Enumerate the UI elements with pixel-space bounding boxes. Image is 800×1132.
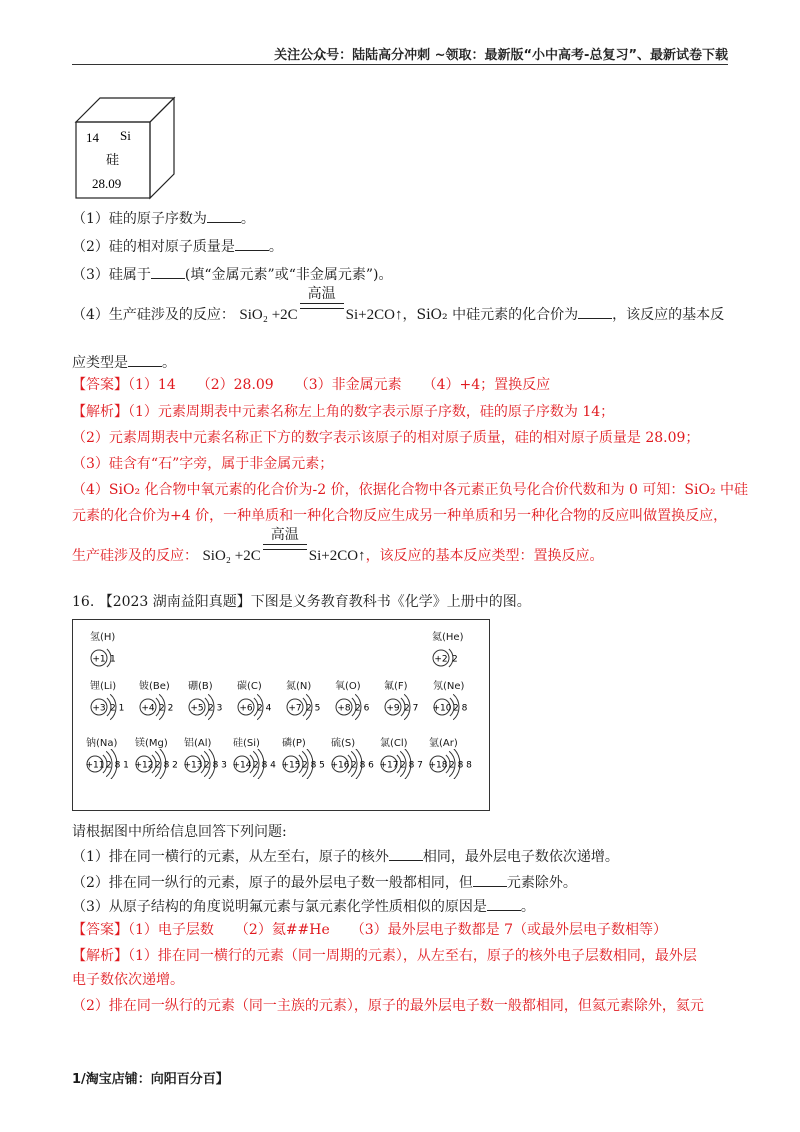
atom-label: 氯(Cl) bbox=[380, 738, 408, 749]
page-header: 关注公众号：陆陆高分冲刺 ~领取：最新版“小中高考-总复习”、最新试卷下载 bbox=[274, 48, 728, 63]
atom-label: 氢(H) bbox=[90, 632, 116, 643]
atom-diagram bbox=[280, 734, 330, 782]
atom-structure bbox=[378, 749, 428, 779]
q16-3: （3）从原子结构的角度说明氟元素与氯元素化学性质相似的原因是 。 bbox=[72, 896, 535, 917]
nucleus-charge: +12 bbox=[134, 760, 154, 771]
atom-label: 硫(S) bbox=[331, 738, 356, 749]
nucleus-charge: +8 bbox=[337, 703, 351, 714]
atom-structure bbox=[84, 749, 134, 779]
atom-structure bbox=[427, 749, 477, 779]
atom-structure bbox=[235, 692, 285, 722]
atom-label: 氖(Ne) bbox=[433, 681, 465, 692]
atom-label: 铝(Al) bbox=[184, 738, 212, 749]
atom-structure bbox=[280, 749, 330, 779]
q15-analysis-2: （2）元素周期表中元素名称正下方的数字表示该原子的相对原子质量，硅的相对原子质量是 28.09； bbox=[72, 430, 700, 446]
atom-diagram bbox=[137, 677, 187, 725]
nucleus-charge: +11 bbox=[85, 760, 105, 771]
atom-diagram bbox=[186, 677, 236, 725]
nucleus-charge: +3 bbox=[92, 703, 106, 714]
atom-diagram bbox=[430, 628, 480, 676]
shell-electrons: 2 8 5 bbox=[302, 760, 325, 771]
header-rule bbox=[72, 64, 728, 65]
q15-4-cont: 应类型是 。 bbox=[72, 352, 176, 373]
element-name: 硅 bbox=[106, 153, 120, 168]
nucleus-charge: +15 bbox=[281, 760, 301, 771]
atom-diagram bbox=[427, 734, 477, 782]
atom-structure bbox=[186, 692, 236, 722]
atom-diagram bbox=[378, 734, 428, 782]
atom-diagram bbox=[284, 677, 334, 725]
nucleus-charge: +14 bbox=[232, 760, 252, 771]
q15-answer: 【答案】（1）14 （2）28.09 （3）非金属元素 （4）+4；置换反应 bbox=[72, 377, 551, 393]
atom-structure bbox=[284, 692, 334, 722]
nucleus-charge: +4 bbox=[141, 703, 155, 714]
q16-title: 16. 【2023 湖南益阳真题】下图是义务教育教科书《化学》上册中的图。 bbox=[72, 594, 531, 610]
nucleus-charge: +5 bbox=[190, 703, 204, 714]
element-mass: 28.09 bbox=[92, 176, 122, 191]
atom-diagram bbox=[84, 734, 134, 782]
shell-electrons: 2 6 bbox=[355, 703, 370, 714]
atom-label: 硅(Si) bbox=[233, 738, 260, 749]
shell-electrons: 1 bbox=[110, 654, 116, 665]
q15-1: （1）硅的原子序数为 。 bbox=[72, 208, 255, 229]
atom-diagram bbox=[431, 677, 481, 725]
page-footer: 1/淘宝店铺：向阳百分百】 bbox=[72, 1072, 229, 1087]
nucleus-charge: +7 bbox=[288, 703, 302, 714]
q15-analysis-4a: （4）SiO₂ 化合物中氧元素的化合价为-2 价，依据化合物中各元素正负号化合价代数和为 0 可知：SiO₂ 中硅 bbox=[72, 482, 749, 498]
q15-analysis-4c: 生产硅涉及的反应： SiO₂ +2C 高温 Si+2CO↑，该反应的基本反应类型：置换反应。 bbox=[72, 528, 604, 564]
q16-2: （2）排在同一纵行的元素，原子的最外层电子数一般都相同，但 元素除外。 bbox=[72, 872, 577, 893]
atom-structure bbox=[231, 749, 281, 779]
shell-electrons: 2 1 bbox=[110, 703, 125, 714]
atom-structure bbox=[329, 749, 379, 779]
equation-1: SiO₂ +2C 高温 Si+2CO↑ bbox=[239, 287, 403, 323]
atom-diagram bbox=[329, 734, 379, 782]
atom-diagram bbox=[182, 734, 232, 782]
nucleus-charge: +18 bbox=[428, 760, 448, 771]
shell-electrons: 2 5 bbox=[306, 703, 321, 714]
q16-analysis-1a: 【解析】（1）排在同一横行的元素（同一周期的元素），从左至右，原子的核外电子层数相同，最外层 bbox=[72, 948, 697, 964]
atom-label: 铍(Be) bbox=[139, 681, 170, 692]
shell-electrons: 2 8 3 bbox=[204, 760, 227, 771]
shell-electrons: 2 7 bbox=[404, 703, 419, 714]
shell-electrons: 2 8 2 bbox=[155, 760, 178, 771]
atom-label: 氮(N) bbox=[286, 681, 312, 692]
q16-prompt: 请根据图中所给信息回答下列问题: bbox=[72, 824, 287, 840]
q15-3: （3）硅属于 (填“金属元素”或“非金属元素”)。 bbox=[72, 264, 392, 285]
atom-label: 钠(Na) bbox=[86, 738, 118, 749]
shell-electrons: 2 4 bbox=[257, 703, 272, 714]
shell-electrons: 2 8 bbox=[453, 703, 468, 714]
atom-label: 镁(Mg) bbox=[135, 738, 168, 749]
nucleus-charge: +16 bbox=[330, 760, 350, 771]
atom-diagram bbox=[382, 677, 432, 725]
atom-label: 锂(Li) bbox=[90, 681, 117, 692]
q15-analysis-3: （3）硅含有“石”字旁，属于非金属元素； bbox=[72, 456, 334, 472]
atom-diagram bbox=[133, 734, 183, 782]
equation-2: SiO₂ +2C 高温 Si+2CO↑ bbox=[202, 528, 366, 564]
nucleus-charge: +1 bbox=[92, 654, 106, 665]
q16-analysis-2: （2）排在同一纵行的元素（同一主族的元素），原子的最外层电子数一般都相同，但氦元素除外，氦元 bbox=[72, 998, 704, 1014]
element-symbol: Si bbox=[120, 128, 131, 143]
shell-electrons: 2 2 bbox=[159, 703, 174, 714]
atom-structure bbox=[88, 692, 138, 722]
atom-structure bbox=[382, 692, 432, 722]
nucleus-charge: +9 bbox=[386, 703, 400, 714]
atom-label: 氦(He) bbox=[432, 632, 464, 643]
shell-electrons: 2 8 1 bbox=[106, 760, 129, 771]
atom-structure bbox=[431, 692, 481, 722]
q15-analysis-1: 【解析】（1）元素周期表中元素名称左上角的数字表示原子序数，硅的原子序数为 14； bbox=[72, 404, 615, 420]
atom-structure bbox=[88, 643, 138, 673]
atom-structure bbox=[133, 749, 183, 779]
atom-structure bbox=[137, 692, 187, 722]
element-number: 14 bbox=[86, 130, 99, 145]
atom-structure bbox=[430, 643, 480, 673]
shell-electrons: 2 bbox=[452, 654, 458, 665]
q16-answer: 【答案】（1）电子层数 （2）氦##He （3）最外层电子数都是 7（或最外层电子数相等） bbox=[72, 922, 668, 938]
atom-label: 硼(B) bbox=[188, 681, 213, 692]
atom-label: 碳(C) bbox=[237, 681, 262, 692]
atom-structure bbox=[333, 692, 383, 722]
atom-diagram bbox=[235, 677, 285, 725]
shell-electrons: 2 3 bbox=[208, 703, 223, 714]
q16-analysis-1b: 电子数依次递增。 bbox=[72, 972, 184, 988]
atom-label: 氟(F) bbox=[384, 681, 408, 692]
atom-diagram bbox=[88, 628, 138, 676]
atom-diagram bbox=[231, 734, 281, 782]
atom-diagram bbox=[333, 677, 383, 725]
q16-1: （1）排在同一横行的元素，从左至右，原子的核外 相同，最外层电子数依次递增。 bbox=[72, 846, 619, 867]
atom-label: 氩(Ar) bbox=[429, 738, 458, 749]
shell-electrons: 2 8 4 bbox=[253, 760, 276, 771]
element-card bbox=[72, 94, 182, 204]
q15-4: （4）生产硅涉及的反应： SiO₂ +2C 高温 Si+2CO↑，SiO₂ 中硅元素的化合价为 ，该反应的基本反 bbox=[72, 287, 725, 323]
shell-electrons: 2 8 8 bbox=[449, 760, 472, 771]
nucleus-charge: +10 bbox=[432, 703, 452, 714]
q15-analysis-4b: 元素的化合价为+4 价，一种单质和一种化合物反应生成另一种单质和另一种化合物的反应叫做置换反应， bbox=[72, 508, 728, 524]
shell-electrons: 2 8 7 bbox=[400, 760, 423, 771]
nucleus-charge: +6 bbox=[239, 703, 253, 714]
nucleus-charge: +17 bbox=[379, 760, 399, 771]
atom-diagram bbox=[88, 677, 138, 725]
atom-structure bbox=[182, 749, 232, 779]
atom-label: 氧(O) bbox=[335, 681, 361, 692]
q15-2: （2）硅的相对原子质量是 。 bbox=[72, 236, 283, 257]
nucleus-charge: +13 bbox=[183, 760, 203, 771]
shell-electrons: 2 8 6 bbox=[351, 760, 374, 771]
nucleus-charge: +2 bbox=[434, 654, 448, 665]
atom-label: 磷(P) bbox=[282, 738, 306, 749]
